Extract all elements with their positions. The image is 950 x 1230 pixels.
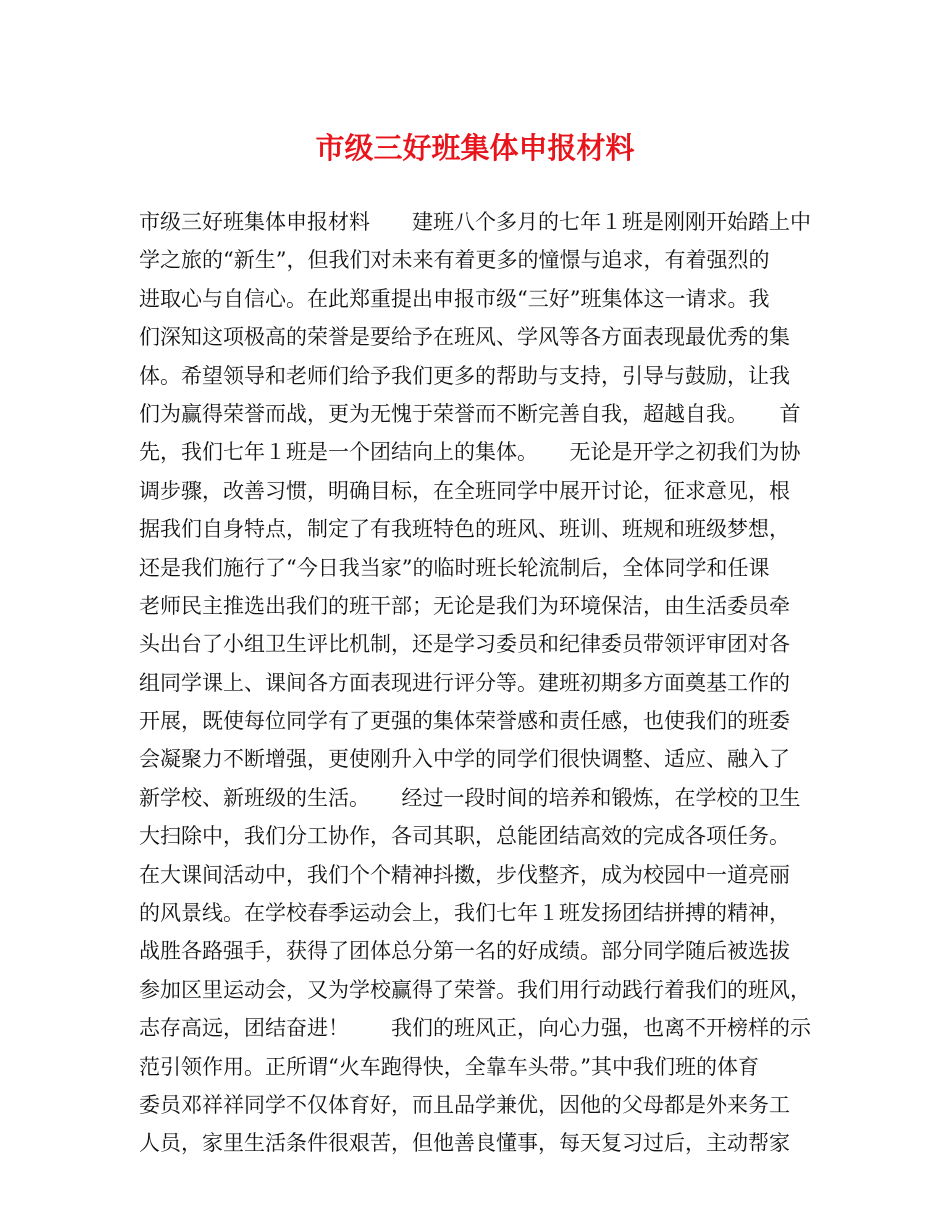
body-line: 的风景线。在学校春季运动会上，我们七年１班发扬团结拼搏的精神， <box>139 901 790 926</box>
body-line: 市级三好班集体申报材料 建班八个多月的七年１班是刚刚开始踏上中 <box>139 210 811 234</box>
body-line: 在大课间活动中，我们个个精神抖擞，步伐整齐，成为校园中一道亮丽 <box>139 862 790 887</box>
body-line: 们为赢得荣誉而战，更为无愧于荣誉而不断完善自我，超越自我。 首 <box>139 401 801 426</box>
body-line: 体。希望领导和老师们给予我们更多的帮助与支持，引导与鼓励，让我 <box>139 363 790 388</box>
body-line: 会凝聚力不断增强，更使刚升入中学的同学们很快调整、适应、融入了 <box>139 747 790 772</box>
body-line: 们深知这项极高的荣誉是要给予在班风、学风等各方面表现最优秀的集 <box>139 325 790 350</box>
body-line: 人员，家里生活条件很艰苦，但他善良懂事，每天复习过后，主动帮家 <box>139 1131 790 1156</box>
body-line: 还是我们施行了“今日我当家”的临时班长轮流制后，全体同学和任课 <box>139 555 770 580</box>
body-line: 范引领作用。正所谓“火车跑得快，全靠车头带。”其中我们班的体育 <box>139 1054 759 1079</box>
document-body <box>139 203 819 1163</box>
body-line: 战胜各路强手，获得了团体总分第一名的好成绩。部分同学随后被选拔 <box>139 939 790 964</box>
body-line: 调步骤，改善习惯，明确目标，在全班同学中展开讨论，征求意见，根 <box>139 478 790 503</box>
document-title: 市级三好班集体申报材料 <box>315 131 635 165</box>
body-line: 大扫除中，我们分工协作，各司其职，总能团结高效的完成各项任务。 <box>139 824 790 849</box>
body-line: 据我们自身特点，制定了有我班特色的班风、班训、班规和班级梦想， <box>139 517 790 542</box>
body-line: 志存高远，团结奋进！ 我们的班风正，向心力强，也离不开榜样的示 <box>139 1016 811 1041</box>
body-line: 老师民主推选出我们的班干部；无论是我们为环境保洁，由生活委员牵 <box>139 593 790 618</box>
body-line: 组同学课上、课间各方面表现进行评分等。建班初期多方面奠基工作的 <box>139 670 790 695</box>
body-line: 开展，既使每位同学有了更强的集体荣誉感和责任感，也使我们的班委 <box>139 709 790 734</box>
body-line: 学之旅的“新生”，但我们对未来有着更多的憧憬与追求，有着强烈的 <box>139 248 770 273</box>
body-line: 委员邓祥祥同学不仅体育好，而且品学兼优，因他的父母都是外来务工 <box>139 1092 790 1117</box>
body-line: 参加区里运动会，又为学校赢得了荣誉。我们用行动践行着我们的班风， <box>139 977 811 1002</box>
body-line: 进取心与自信心。在此郑重提出申报市级“三好”班集体这一请求。我 <box>139 286 770 311</box>
body-line: 头出台了小组卫生评比机制，还是学习委员和纪律委员带领评审团对各 <box>139 632 790 657</box>
body-line: 先，我们七年１班是一个团结向上的集体。 无论是开学之初我们为协 <box>139 440 801 465</box>
body-line: 新学校、新班级的生活。 经过一段时间的培养和锻炼，在学校的卫生 <box>139 785 801 810</box>
